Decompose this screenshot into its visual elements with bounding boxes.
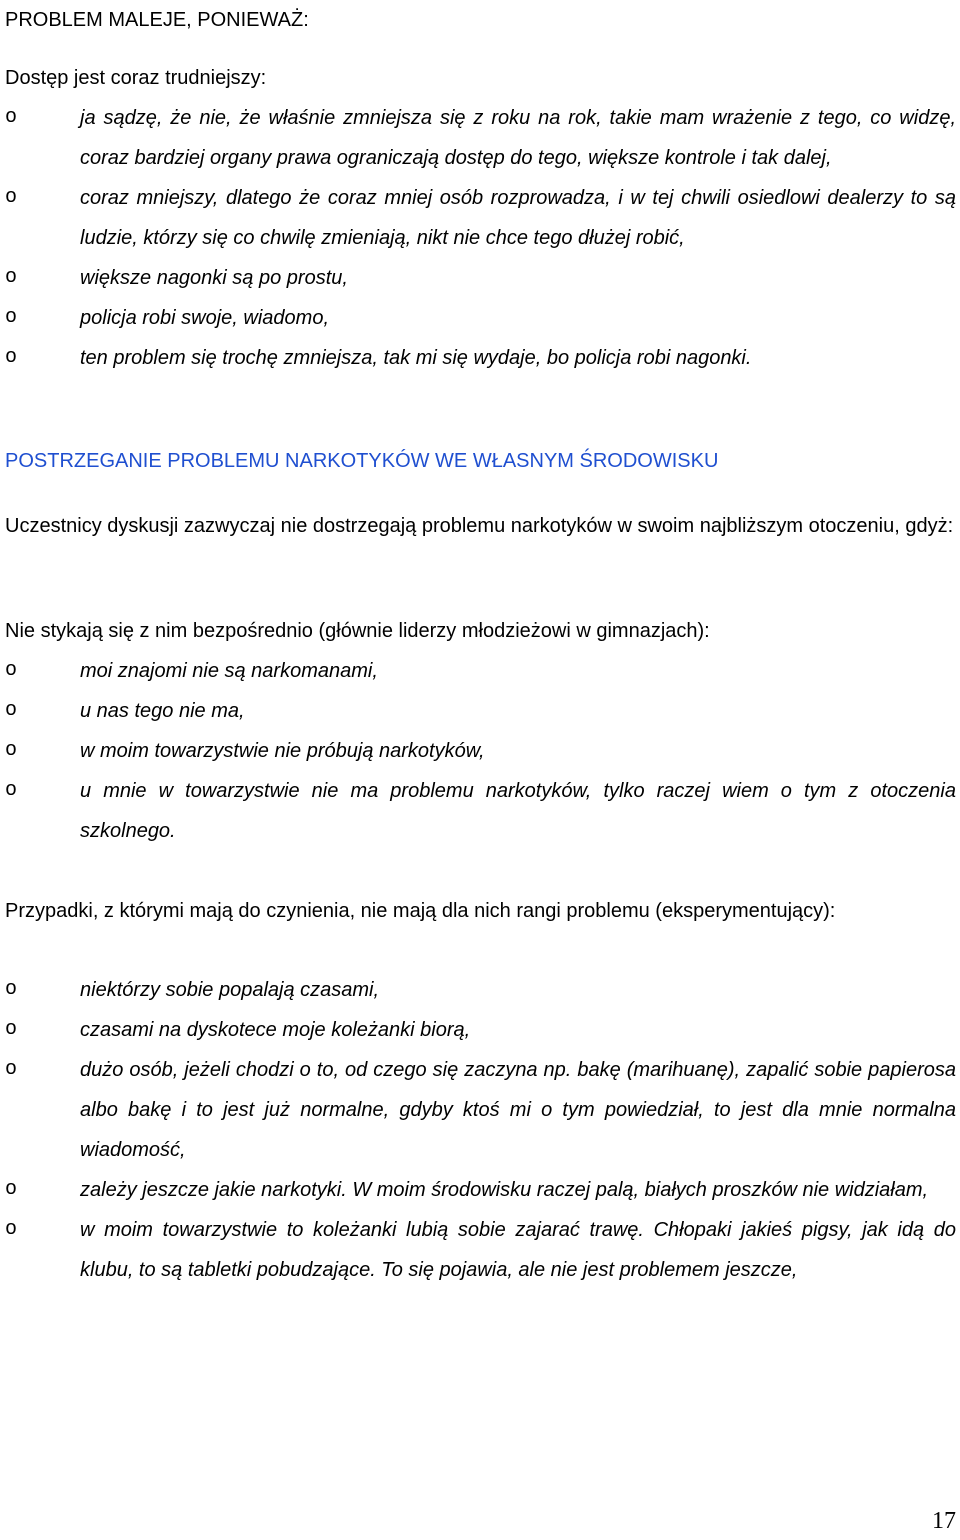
list-item — [5, 771, 956, 851]
list-item-text: ja sądzę, że nie, że właśnie zmniejsza się z roku na rok, takie mam wrażenie z tego, co widzę, coraz bardziej organy prawa ograniczają dostęp do tego, większe kontrole i tak dalej, — [80, 107, 956, 169]
top-heading: PROBLEM MALEJE, PONIEWAŻ: — [5, 9, 309, 31]
bullet-icon: o — [5, 266, 18, 289]
list-item-text: niektórzy sobie popalają czasami, — [80, 979, 380, 1001]
bullet-icon: o — [5, 1218, 18, 1241]
bullet-list-access — [5, 98, 956, 378]
list-item-text: dużo osób, jeżeli chodzi o to, od czego się zaczyna np. bakę (marihuanę), zapalić sobie papierosa albo bakę i to jest już normalne, gdyby ktoś mi o tym powiedział, to jest dla mnie normalna wiadomość, — [80, 1059, 956, 1161]
bullet-icon: o — [5, 699, 18, 722]
list-item — [5, 98, 956, 178]
paragraph-participants: Uczestnicy dyskusji zazwyczaj nie dostrzegają problemu narkotyków w swoim najbliższym otoczeniu, gdyż: — [5, 515, 954, 537]
bullet-icon: o — [5, 1178, 18, 1201]
bullet-icon: o — [5, 1058, 18, 1081]
list-item — [5, 1010, 956, 1050]
bullet-list-no-contact — [5, 651, 956, 851]
list-item-text: moi znajomi nie są narkomanami, — [80, 660, 378, 682]
list-item — [5, 651, 956, 691]
list-item-text: u mnie w towarzystwie nie ma problemu narkotyków, tylko raczej wiem o tym z otoczenia szkolnego. — [80, 780, 956, 842]
list-item-text: większe nagonki są po prostu, — [80, 267, 348, 289]
list-item-text: policja robi swoje, wiadomo, — [80, 307, 330, 329]
list-item-text: czasami na dyskotece moje koleżanki biorą, — [80, 1019, 471, 1041]
bullet-icon: o — [5, 306, 18, 329]
bullet-icon: o — [5, 1018, 18, 1041]
list-item — [5, 258, 956, 298]
bullet-icon: o — [5, 346, 18, 369]
list-item-text: ten problem się trochę zmniejsza, tak mi się wydaje, bo policja robi nagonki. — [80, 347, 752, 369]
bullet-icon: o — [5, 739, 18, 762]
bullet-icon: o — [5, 779, 18, 802]
bullet-icon: o — [5, 106, 18, 129]
list-item — [5, 338, 956, 378]
list-item — [5, 970, 956, 1010]
list-item-text: zależy jeszcze jakie narkotyki. W moim środowisku raczej palą, białych proszków nie widziałam, — [80, 1179, 929, 1201]
paragraph-cases: Przypadki, z którymi mają do czynienia, nie mają dla nich rangi problemu (eksperymentujący): — [5, 900, 836, 922]
list-item-text: coraz mniejszy, dlatego że coraz mniej osób rozprowadza, i w tej chwili osiedlowi dealerzy to są ludzie, którzy się co chwilę zmieniają, nikt nie chce tego dłużej robić, — [80, 187, 956, 249]
bullet-icon: o — [5, 978, 18, 1001]
page-number: 17 — [932, 1508, 956, 1534]
list-item — [5, 178, 956, 258]
section-heading: POSTRZEGANIE PROBLEMU NARKOTYKÓW WE WŁASNYM ŚRODOWISKU — [5, 450, 719, 472]
list-item — [5, 1050, 956, 1170]
intro-text: Dostęp jest coraz trudniejszy: — [5, 67, 267, 89]
list-item — [5, 1210, 956, 1290]
list-item — [5, 1170, 956, 1210]
list-item-text: u nas tego nie ma, — [80, 700, 245, 722]
bullet-icon: o — [5, 659, 18, 682]
list-item-text: w moim towarzystwie to koleżanki lubią sobie zajarać trawę. Chłopaki jakieś pigsy, jak idą do klubu, to są tabletki pobudzające. To się pojawia, ale nie jest problemem jeszcze, — [80, 1219, 956, 1281]
list-item — [5, 691, 956, 731]
paragraph-no-contact: Nie stykają się z nim bezpośrednio (głównie liderzy młodzieżowi w gimnazjach): — [5, 620, 710, 642]
bullet-icon: o — [5, 186, 18, 209]
list-item — [5, 298, 956, 338]
list-item-text: w moim towarzystwie nie próbują narkotyków, — [80, 740, 485, 762]
bullet-list-experimenting — [5, 970, 956, 1290]
list-item — [5, 731, 956, 771]
